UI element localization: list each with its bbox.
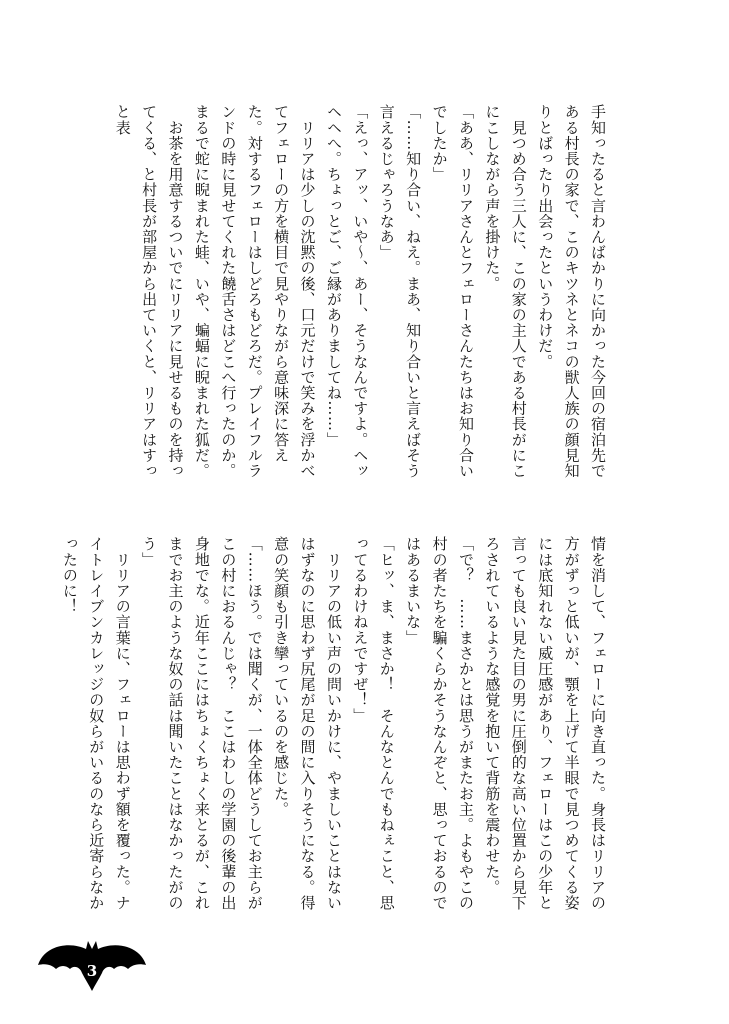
paragraph: リリアの低い声の問いかけに、やましいことはないはずなのに思わず尻尾が足の間に入りそうになる。得意の笑顔も引き攣っているのを感じた。	[272, 536, 343, 911]
paragraph: リリアの言葉に、フェローは思わず額を覆った。ナイトレイブンカレッジの奴らがいるのなら近寄らなかったのに！	[60, 536, 132, 911]
paragraph: 見つめ合う三人に、この家の主人である村長がにこにこしながら声を掛けた。	[483, 104, 528, 479]
paragraph: 「……知り合い、ねえ。まあ、知り合いと言えばそう言えるじゃろうなあ」	[377, 104, 423, 479]
paragraph: 「で？ ……まさかとは思うがまたお主。よもやこの村の者たちを騙くらかそうなんぞと、思っておるのではあるまいな」	[404, 536, 475, 911]
paragraph: 「ヒッ、ま、まさか！ そんなとんでもねぇこと、思ってるわけねえですぜ！」	[351, 536, 396, 911]
paragraph: お茶を用意するついでにリリアに見せるものを持ってくる、と村長が部屋から出ていくと、リリアはすっと表	[113, 104, 185, 479]
paragraph: 「えっ、アッ、いや〜、あー、そうなんですよ。ヘッヘヘへ。ちょっとご、ご縁がありましてね……」	[324, 104, 370, 479]
text-column-top	[91, 104, 611, 492]
paragraph: 「……ほう。では聞くが、一体全体どうしてお主らがこの村におるんじゃ？ ここはわしの学園の後輩の出身地でな。近年ここにはちょくちょく来とるが、これまでお主のような奴の話は聞いたことはなかったがのう」	[140, 536, 264, 911]
page-number-badge	[38, 935, 146, 995]
paragraph: 手知ったると言わんばかりに向かった今回の宿泊先である村長の家で、このキツネとネコの獣人族の顔見知りとばったり出会ったというわけだ。	[536, 104, 607, 479]
paragraph: リリアは少しの沈黙の後、口元だけで笑みを浮かべてフェローの方を横目で見やりながら意味深に答えた。対するフェローはしどろもどろだ。プレイフルランドの時に見せてくれた饒舌さはどこへ行ったのか。まるで蛇に睨まれた蛙、いや、蝙蝠に睨まれた狐だ。	[192, 104, 317, 479]
paragraph: 情を消して、フェローに向き直った。身長はリリアの方がずっと低いが、顎を上げて半眼で見つめてくる姿には底知れない威圧感があり、フェローはこの少年と言っても良い見た目の男に圧倒的な高い位置から見下ろされているような感覚を抱いて背筋を震わせた。	[483, 536, 607, 911]
page-number: 3	[86, 962, 98, 980]
paragraph: 「ああ、リリアさんとフェローさんたちはお知り合いでしたか」	[430, 104, 475, 479]
text-column-bottom	[60, 536, 611, 924]
